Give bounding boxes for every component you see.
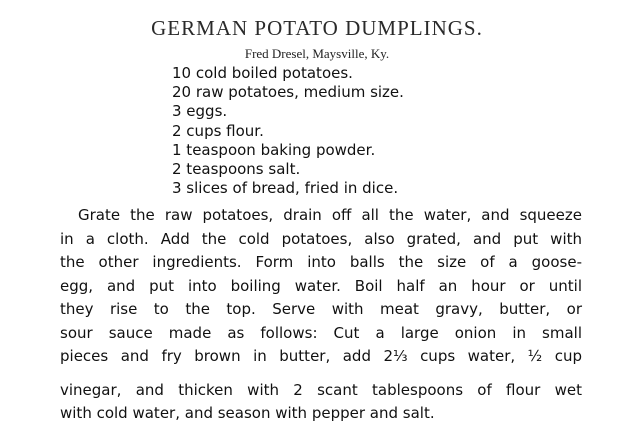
recipe-author: Fred Dresel, Maysville, Ky. <box>244 46 390 61</box>
ingredient-item: 1 teaspoon baking powder. <box>172 140 376 159</box>
method-line: they rise to the top. Serve with meat gravy, butter, or <box>60 300 582 318</box>
ingredient-item: 2 cups flour. <box>172 121 264 140</box>
method-paragraph <box>60 204 590 426</box>
method-line: with cold water, and season with pepper and salt. <box>60 404 435 422</box>
ingredient-item: 20 raw potatoes, medium size. <box>172 83 404 102</box>
method-line: in a cloth. Add the cold potatoes, also grated, and put with <box>60 229 582 248</box>
method-line: sour sauce made as follows: Cut a large onion in small <box>60 323 582 342</box>
method-line: pieces and fry brown in butter, add 2⅓ cups water, ½ cup <box>60 347 582 365</box>
ingredient-item: 10 cold boiled potatoes. <box>172 64 353 82</box>
ingredient-item: 3 eggs. <box>172 102 228 121</box>
recipe-title: GERMAN POTATO DUMPLINGS. <box>151 16 483 40</box>
method-line: the other ingredients. Form into balls the size of a goose- <box>60 253 582 271</box>
method-line: Grate the raw potatoes, drain off all the water, and squeeze <box>78 206 582 224</box>
ingredient-item: 3 slices of bread, fried in dice. <box>172 179 399 198</box>
ingredient-item: 2 teaspoons salt. <box>172 160 301 179</box>
ingredient-list <box>172 64 404 198</box>
method-line: egg, and put into boiling water. Boil half an hour or until <box>60 276 582 295</box>
method-line: vinegar, and thicken with 2 scant tablespoons of flour wet <box>60 380 582 399</box>
